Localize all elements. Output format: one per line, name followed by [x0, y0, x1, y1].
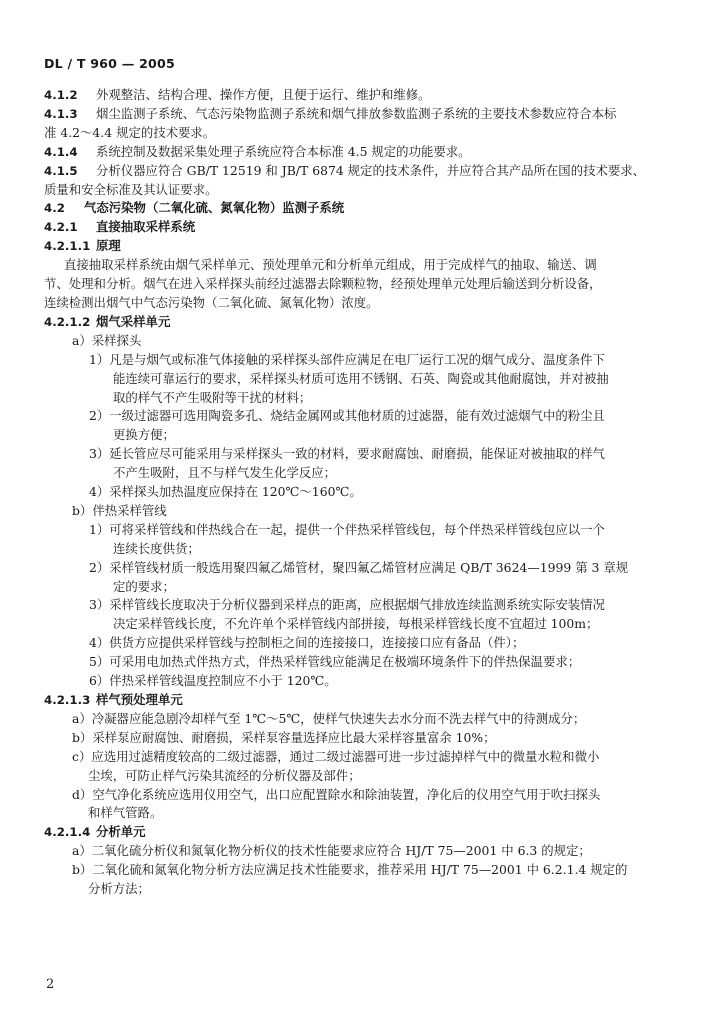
clause-text-continued: 准 4.2～4.4 规定的技术要求。	[44, 124, 216, 140]
clause-text: 分析仪器应符合 GB/T 12519 和 JB/T 6874 规定的技术条件，并应符合其产品所在国的技术要求、	[96, 162, 646, 178]
list-item-b-heated-sample-line: b）伴热采样管线	[72, 502, 167, 518]
item-text: 二氧化硫分析仪和氮氧化物分析仪的技术性能要求应符合 HJ/T 75—2001 中 6.3 的规定；	[91, 843, 591, 859]
list-item	[44, 710, 680, 729]
item-text-continued: 分析方法；	[88, 881, 150, 897]
section-title: 直接抽取采样系统	[96, 219, 196, 235]
item-text-continued: 尘埃，可防止样气污染其流经的分析仪器及部件；	[88, 767, 361, 783]
item-text: 空气净化系统应选用仪用空气，出口应配置除水和除油装置，净化后的仪用空气用于吹扫探头	[92, 786, 601, 802]
section-4-2-1-4-heading	[44, 823, 680, 842]
item-text: 一级过滤器可选用陶瓷多孔、烧结金属网或其他材质的过滤器，能有效过滤烟气中的粉尘且	[109, 408, 605, 424]
clause-text: 系统控制及数据采集处理子系统应符合本标准 4.5 规定的功能要求。	[96, 143, 471, 159]
list-item	[44, 521, 680, 540]
item-text: 采样管线长度取决于分析仪器到采样点的距离，应根据烟气排放连续监测系统实际安装情况	[109, 597, 605, 613]
item-text: 可采用电加热式伴热方式，伴热采样管线应能满足在极端环境条件下的伴热保温要求；	[109, 654, 581, 670]
section-title: 分析单元	[96, 824, 146, 840]
list-item	[44, 842, 680, 861]
section-number: 4.2.1.2	[44, 314, 91, 329]
item-label: 4）	[89, 635, 110, 651]
clause-4-1-5	[44, 162, 680, 181]
clause-text-continued: 质量和安全标准及其认证要求。	[44, 181, 218, 197]
list-item	[44, 559, 680, 578]
paragraph-line: 节、处理和分析。烟气在进入采样探头前经过滤器去除颗粒物，经预处理单元处理后输送到分析设备，	[44, 276, 602, 292]
section-4-2-heading	[44, 199, 680, 218]
clause-4-1-2	[44, 86, 680, 105]
section-number: 4.2.1.1	[44, 239, 91, 254]
list-item	[44, 596, 680, 615]
item-label: 4）	[89, 484, 110, 500]
item-text: 应选用过滤精度较高的二级过滤器，通过二级过滤器可进一步过滤掉样气中的微量水粒和微小	[91, 748, 600, 764]
item-text: 可将采样管线和伴热线合在一起，提供一个伴热采样管线包，每个伴热采样管线包应以一个	[109, 521, 605, 537]
list-item	[44, 672, 680, 691]
clause-number: 4.1.5	[44, 163, 78, 178]
section-4-2-1-3-heading	[44, 691, 680, 710]
list-item	[44, 445, 680, 464]
item-text-continued: 取的样气不产生吸附等干扰的材料；	[113, 389, 312, 405]
item-label: 2）	[89, 408, 110, 424]
paragraph-line: 连续检测出烟气中气态污染物（二氧化硫、氮氧化物）浓度。	[44, 294, 379, 310]
list-item-a-sampling-probe: a）采样探头	[72, 332, 142, 348]
list-item	[44, 634, 680, 653]
clause-number: 4.1.2	[44, 88, 78, 102]
item-text-continued: 连续长度供货；	[113, 540, 200, 556]
item-text-continued: 能连续可靠运行的要求，采样探头材质可选用不锈钢、石英、陶瓷或其他耐腐蚀，并对被抽	[113, 370, 609, 386]
section-title: 烟气采样单元	[96, 313, 171, 329]
clause-number: 4.1.4	[44, 144, 78, 159]
section-title: 原理	[96, 238, 121, 254]
item-label: d）	[72, 786, 93, 802]
item-label: 3）	[89, 597, 110, 613]
item-label: a）	[72, 710, 92, 726]
page-number: 2	[46, 977, 55, 992]
clause-number: 4.1.3	[44, 106, 78, 121]
item-text: 采样管线材质一般选用聚四氟乙烯管材，聚四氟乙烯管材应满足 QB/T 3624—1999 第 3 章规	[109, 559, 629, 575]
item-text: 冷凝器应能急剧冷却样气至 1℃～5℃，使样气快速失去水分而不洗去样气中的待测成分；	[91, 710, 586, 726]
item-label: 3）	[89, 446, 110, 462]
item-text: 伴热采样管线温度控制应不小于 120℃。	[109, 673, 337, 689]
item-label: b）	[72, 862, 93, 878]
section-number: 4.2.1	[44, 220, 78, 235]
item-text-continued: 决定采样管线长度，不允许单个采样管线内部拼接，每根采样管线长度不宜超过 100m；	[113, 616, 599, 632]
item-text: 采样泵应耐腐蚀、耐磨损，采样泵容量选择应比最大采样容量富余 10%；	[92, 729, 496, 745]
section-4-2-1-2-heading	[44, 313, 680, 332]
item-text: 二氧化硫和氮氧化物分析方法应满足技术性能要求，推荐采用 HJ/T 75—2001 中 6.2.1.4 规定的	[92, 862, 628, 878]
section-4-2-1-1-heading	[44, 237, 680, 256]
item-text: 凡是与烟气或标准气体接触的采样探头部件应满足在电厂运行工况的烟气成分、温度条件下	[109, 351, 605, 367]
item-label: b）	[72, 729, 93, 745]
document-body	[44, 86, 680, 899]
section-title: 样气预处理单元	[96, 692, 183, 707]
item-label: 5）	[89, 654, 110, 670]
item-text: 采样探头加热温度应保持在 120℃～160℃。	[109, 484, 362, 500]
item-text-continued: 不产生吸附，且不与样气发生化学反应；	[113, 465, 337, 481]
section-title: 气态污染物（二氧化硫、氮氧化物）监测子系统	[84, 200, 345, 216]
clause-text: 外观整洁、结构合理、操作方便，且便于运行、维护和维修。	[96, 87, 431, 102]
list-item	[44, 407, 680, 426]
paragraph-line: 直接抽取采样系统由烟气采样单元、预处理单元和分析单元组成，用于完成样气的抽取、输送、调	[64, 257, 597, 273]
list-item	[44, 653, 680, 672]
clause-text: 烟尘监测子系统、气态污染物监测子系统和烟气排放参数监测子系统的主要技术参数应符合本标	[96, 105, 617, 121]
list-item	[44, 786, 680, 805]
section-number: 4.2.1.3	[44, 693, 91, 707]
section-4-2-1-heading	[44, 218, 680, 237]
item-label: c）	[72, 748, 92, 764]
item-label: 6）	[89, 673, 110, 689]
item-text: 延长管应尽可能采用与采样探头一致的材料，要求耐腐蚀、耐磨损，能保证对被抽取的样气	[109, 446, 605, 462]
item-text-continued: 更换方便；	[113, 427, 175, 443]
clause-4-1-4	[44, 143, 680, 162]
item-text: 供货方应提供采样管线与控制柜之间的连接接口，连接接口应有备品（件）；	[109, 635, 525, 651]
item-text-continued: 定的要求；	[113, 578, 175, 594]
list-item	[44, 483, 680, 502]
clause-4-1-3	[44, 105, 680, 124]
list-item	[44, 351, 680, 370]
standard-number-header: DL / T 960 — 2005	[44, 56, 175, 71]
list-item	[44, 861, 680, 880]
item-label: 1）	[89, 521, 110, 537]
section-number: 4.2	[44, 201, 65, 216]
item-label: a）	[72, 843, 92, 859]
item-label: 1）	[89, 351, 110, 367]
item-label: 2）	[89, 559, 110, 575]
section-number: 4.2.1.4	[44, 825, 91, 840]
list-item	[44, 729, 680, 748]
list-item	[44, 748, 680, 767]
item-text-continued: 和样气管路。	[88, 805, 163, 821]
